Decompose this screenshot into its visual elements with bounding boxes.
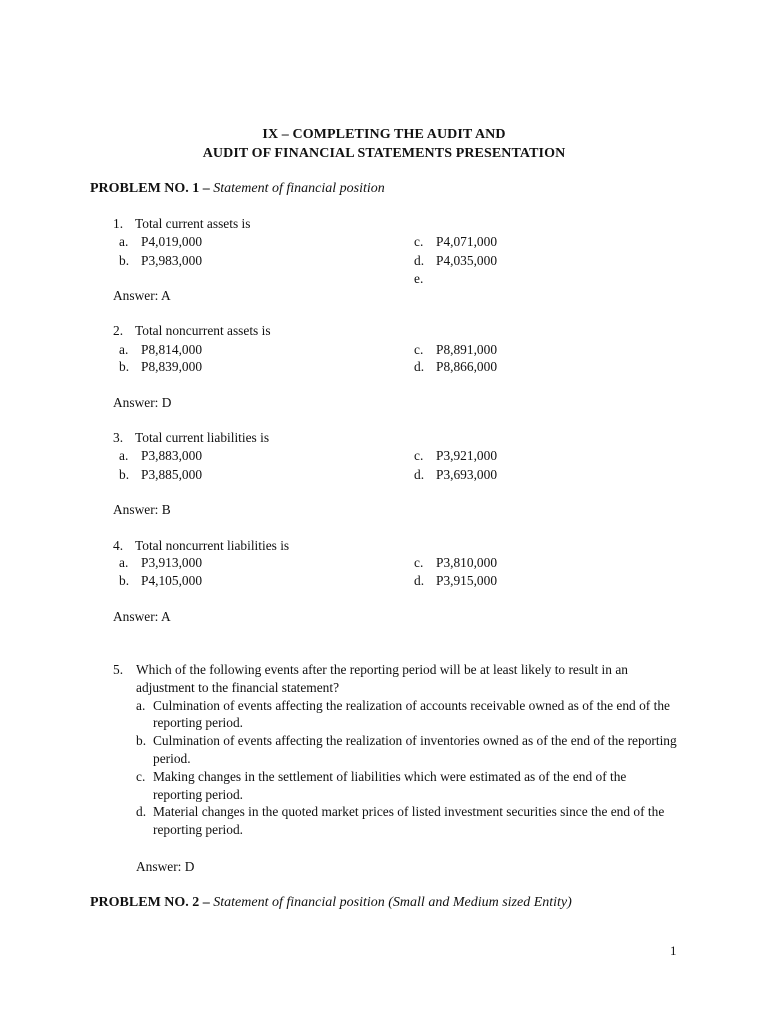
option-c: c. P3,921,000 [414,448,498,463]
option-a: a. P3,883,000 [119,448,203,463]
page-number: 1 [670,943,677,958]
answer-5: Answer: D [136,859,195,874]
option-c: c. P3,810,000 [414,555,498,570]
question-3 [113,430,269,446]
question-text: Total noncurrent assets is [135,323,271,338]
option-d: d. P3,915,000 [414,573,498,588]
option-d: d. Material changes in the quoted market prices of listed investment securities since the end of the reporting period. [136,804,665,838]
question-text: Total current assets is [135,216,251,231]
answer-3: Answer: B [113,502,171,517]
question-text: Total current liabilities is [135,430,270,445]
problem-2-heading [90,895,572,911]
option-a: a. Culmination of events affecting the realization of accounts receivable owned as of the end of the reporting period. [136,697,670,731]
option-b: b. P3,983,000 [119,253,203,268]
chapter-title: IX – COMPLETING THE AUDIT AND [262,127,506,142]
answer-4: Answer: A [113,609,171,624]
question-5 [113,661,678,839]
option-b: b. Culmination of events affecting the realization of inventories owned as of the end of the reporting period. [136,733,677,766]
option-d: d. P4,035,000 [414,253,498,268]
option-a: a. P8,814,000 [119,342,203,357]
option-e: e. [414,271,424,286]
question-number: 1. [113,216,124,231]
option-b: b. P4,105,000 [119,573,203,588]
option-d: d. P8,866,000 [414,359,498,374]
question-number: 4. [113,538,124,553]
option-b: b. P3,885,000 [119,467,203,482]
chapter-subtitle: AUDIT OF FINANCIAL STATEMENTS PRESENTATION [202,146,566,161]
problem-1-label: PROBLEM NO. 1 – [90,181,210,196]
question-2 [113,323,271,339]
option-a: a. P4,019,000 [119,234,203,249]
option-b: b. P8,839,000 [119,359,203,374]
problem-2-label: PROBLEM NO. 2 – [90,895,210,910]
question-text: Total noncurrent liabilities is [135,538,290,553]
option-c: c. P4,071,000 [414,234,498,249]
option-a: a. P3,913,000 [119,555,203,570]
problem-1-heading [90,181,385,197]
option-c: c. Making changes in the settlement of liabilities which were estimated as of the end of the reporting period. [136,768,627,802]
question-text: Which of the following events after the reporting period will be at least likely to result in an adjustment to the financial statement? [136,662,628,695]
answer-1: Answer: A [113,288,171,303]
problem-1-subtitle: Statement of financial position [213,181,385,196]
answer-2: Answer: D [113,395,172,410]
question-number: 2. [113,323,124,338]
question-4 [113,538,289,554]
option-d: d. P3,693,000 [414,467,498,482]
option-c: c. P8,891,000 [414,342,498,357]
problem-2-subtitle: Statement of financial position (Small and Medium sized Entity) [213,895,572,910]
question-number: 3. [113,430,124,445]
question-number: 5. [113,662,124,677]
question-1 [113,216,250,232]
